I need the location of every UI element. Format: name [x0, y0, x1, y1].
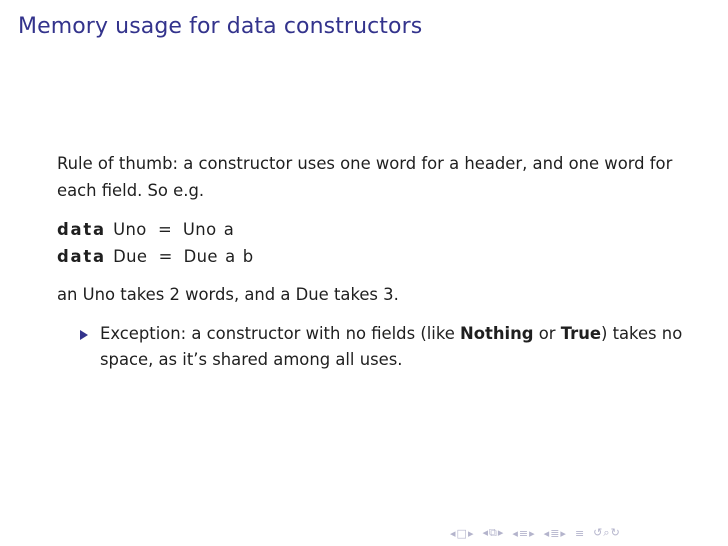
bullet-text-suffix: ) takes no space, as it’s shared among all uses. — [100, 323, 683, 369]
code-block — [57, 216, 687, 270]
nav-arrow-icon: ▸ — [529, 526, 535, 540]
nav-arrow-icon: ▸ — [497, 526, 504, 539]
bold-term-nothing: Nothing — [460, 323, 534, 343]
equals-sign: = — [157, 220, 172, 239]
rule-of-thumb-text: Rule of thumb: a constructor uses one word for a header, and one word for each field. So e.g. — [57, 154, 673, 200]
nav-first-icon[interactable]: ◂ — [450, 526, 456, 540]
nav-subsection-icon[interactable]: ◂ — [543, 526, 550, 540]
nav-search-icon[interactable]: ↺ — [593, 526, 603, 539]
beamer-navigation — [450, 526, 626, 540]
type-name: Due — [113, 247, 148, 266]
size-summary-text: an Uno takes 2 words, and a Due takes 3. — [57, 285, 399, 304]
frame-icon: ⧉ — [489, 526, 497, 539]
nav-align-icon[interactable]: ≡ — [574, 526, 585, 540]
bold-term-true: True — [560, 323, 601, 343]
constructor-name: Due — [183, 247, 218, 266]
frame-title: Memory usage for data constructors — [18, 14, 423, 39]
section-icon: ≡ — [518, 526, 529, 540]
bullet-text-prefix: Exception: a constructor with no fields (like — [100, 323, 461, 343]
equals-sign: = — [158, 247, 173, 266]
constructor-name: Uno — [182, 220, 217, 239]
nav-section-icon[interactable]: ◂ — [512, 526, 518, 540]
subsection-icon: ≣ — [550, 526, 560, 540]
nav-frame-icon[interactable]: ◂ — [482, 526, 488, 539]
code-keyword: data — [57, 220, 106, 239]
bullet-text-middle: or — [533, 323, 561, 343]
type-variable: a — [225, 247, 236, 266]
bullet-list — [57, 321, 687, 374]
slide-content — [57, 151, 687, 374]
nav-arrow-icon: ▸ — [467, 526, 474, 540]
type-variable: a — [223, 220, 235, 239]
code-line-due — [57, 243, 687, 270]
type-variable: b — [242, 247, 254, 266]
code-keyword: data — [57, 247, 106, 266]
forward-icon: ↻ — [610, 526, 620, 539]
nav-prev-icon[interactable]: □ — [456, 526, 467, 540]
list-item — [100, 321, 687, 374]
triangle-bullet-icon — [80, 330, 88, 340]
nav-arrow-icon: ▸ — [560, 526, 566, 540]
search-icon: ⌕ — [603, 526, 610, 539]
type-name: Uno — [113, 220, 147, 239]
code-line-uno — [57, 216, 687, 243]
